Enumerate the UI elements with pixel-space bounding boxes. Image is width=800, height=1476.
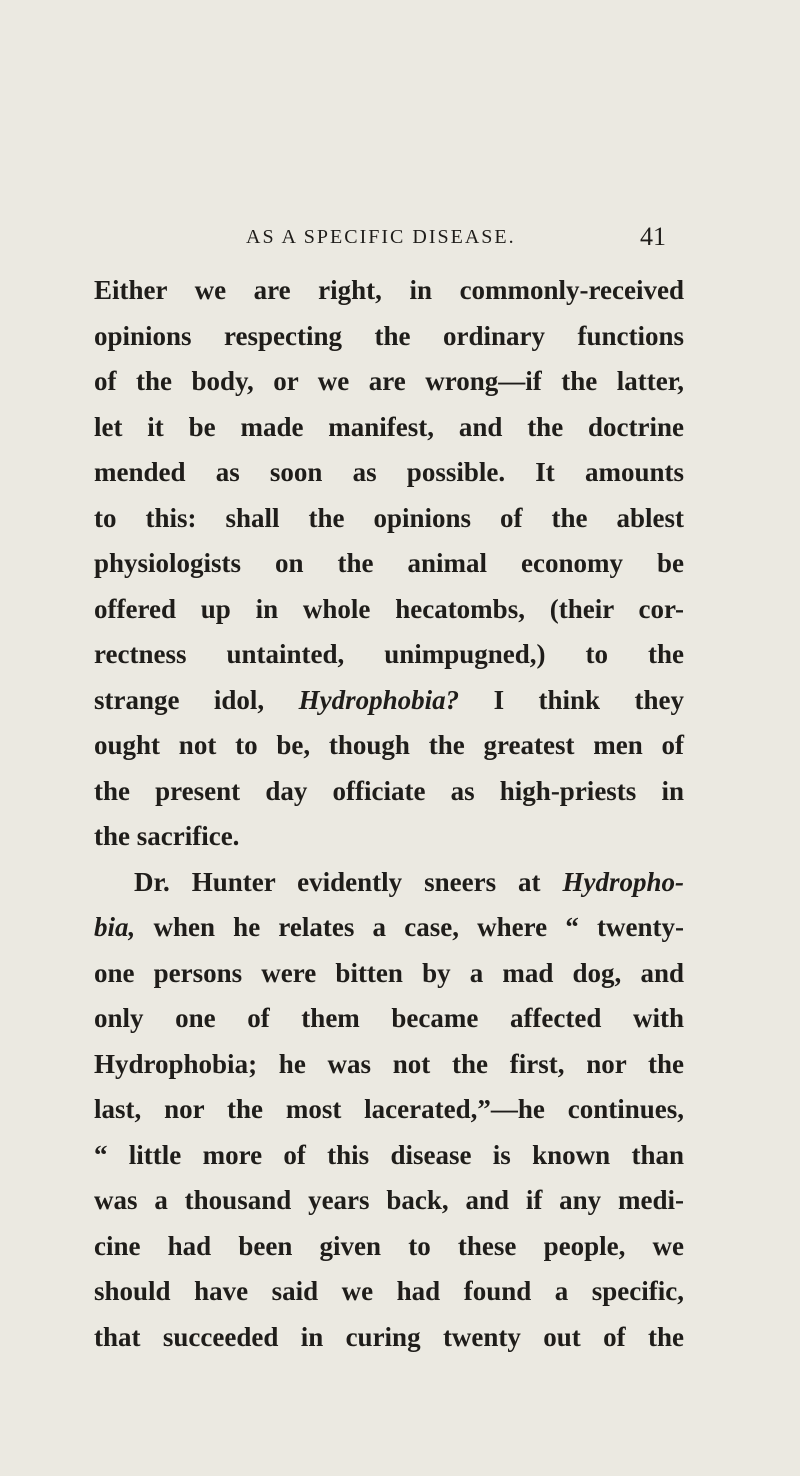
text-segment: rectness untainted, unimpugned,) to the — [94, 639, 684, 669]
italic-text: Hydrophobia? — [298, 684, 460, 715]
text-segment: mended as soon as possible. It amounts — [94, 457, 684, 487]
text-line — [94, 1178, 684, 1224]
text-line — [94, 996, 684, 1042]
body-text — [94, 268, 684, 1360]
text-line — [94, 450, 684, 496]
italic-text: bia, — [94, 912, 136, 942]
text-line — [94, 1087, 684, 1133]
text-line — [94, 1042, 684, 1088]
text-line — [94, 814, 684, 860]
text-segment: only one of them became affected with — [94, 1003, 684, 1033]
text-line — [94, 405, 684, 451]
text-segment: should have said we had found a specific, — [94, 1276, 684, 1306]
text-segment: Hydrophobia; he was not the first, nor the — [94, 1048, 684, 1079]
text-segment: last, nor the most lacerated,”—he continues, — [94, 1094, 684, 1124]
text-segment: Either we are right, in commonly-received — [94, 275, 684, 305]
text-line — [94, 1269, 684, 1315]
text-segment: cine had been given to these people, we — [94, 1230, 684, 1261]
text-line — [94, 1224, 684, 1270]
text-line — [94, 1315, 684, 1361]
italic-text: Hydropho- — [562, 866, 684, 897]
text-line — [94, 314, 684, 360]
running-head — [246, 222, 666, 252]
text-line — [94, 905, 684, 951]
text-line — [94, 723, 684, 769]
text-line — [94, 359, 684, 405]
text-segment: one persons were bitten by a mad dog, and — [94, 957, 684, 988]
text-segment: strange idol, — [94, 684, 299, 715]
text-segment: the sacrifice. — [94, 821, 240, 851]
text-line — [94, 496, 684, 542]
text-line — [94, 678, 684, 724]
text-segment: I think they — [459, 684, 684, 715]
text-line — [94, 268, 684, 314]
text-segment: was a thousand years back, and if any medi- — [94, 1185, 684, 1215]
text-segment: when he relates a case, where “ twenty- — [135, 912, 684, 942]
text-segment: the present day officiate as high-priests in — [94, 775, 684, 806]
running-title: AS A SPECIFIC DISEASE. — [246, 226, 516, 248]
text-segment: opinions respecting the ordinary functions — [94, 320, 684, 351]
text-segment: ought not to be, though the greatest men of — [94, 730, 684, 760]
text-line — [94, 769, 684, 815]
text-line — [94, 632, 684, 678]
text-segment: to this: shall the opinions of the ablest — [94, 502, 684, 533]
text-segment: offered up in whole hecatombs, (their cor- — [94, 593, 684, 624]
text-line — [94, 541, 684, 587]
text-line — [94, 860, 684, 906]
page-number: 41 — [640, 222, 666, 251]
text-segment: that succeeded in curing twenty out of the — [94, 1321, 684, 1352]
text-segment: Dr. Hunter evidently sneers at — [134, 866, 563, 897]
text-segment: of the body, or we are wrong—if the latter, — [94, 366, 684, 396]
text-line — [94, 951, 684, 997]
text-segment: physiologists on the animal economy be — [94, 548, 684, 578]
text-line — [94, 587, 684, 633]
text-segment: “ little more of this disease is known than — [94, 1139, 684, 1170]
text-line — [94, 1133, 684, 1179]
text-segment: let it be made manifest, and the doctrine — [94, 411, 684, 442]
